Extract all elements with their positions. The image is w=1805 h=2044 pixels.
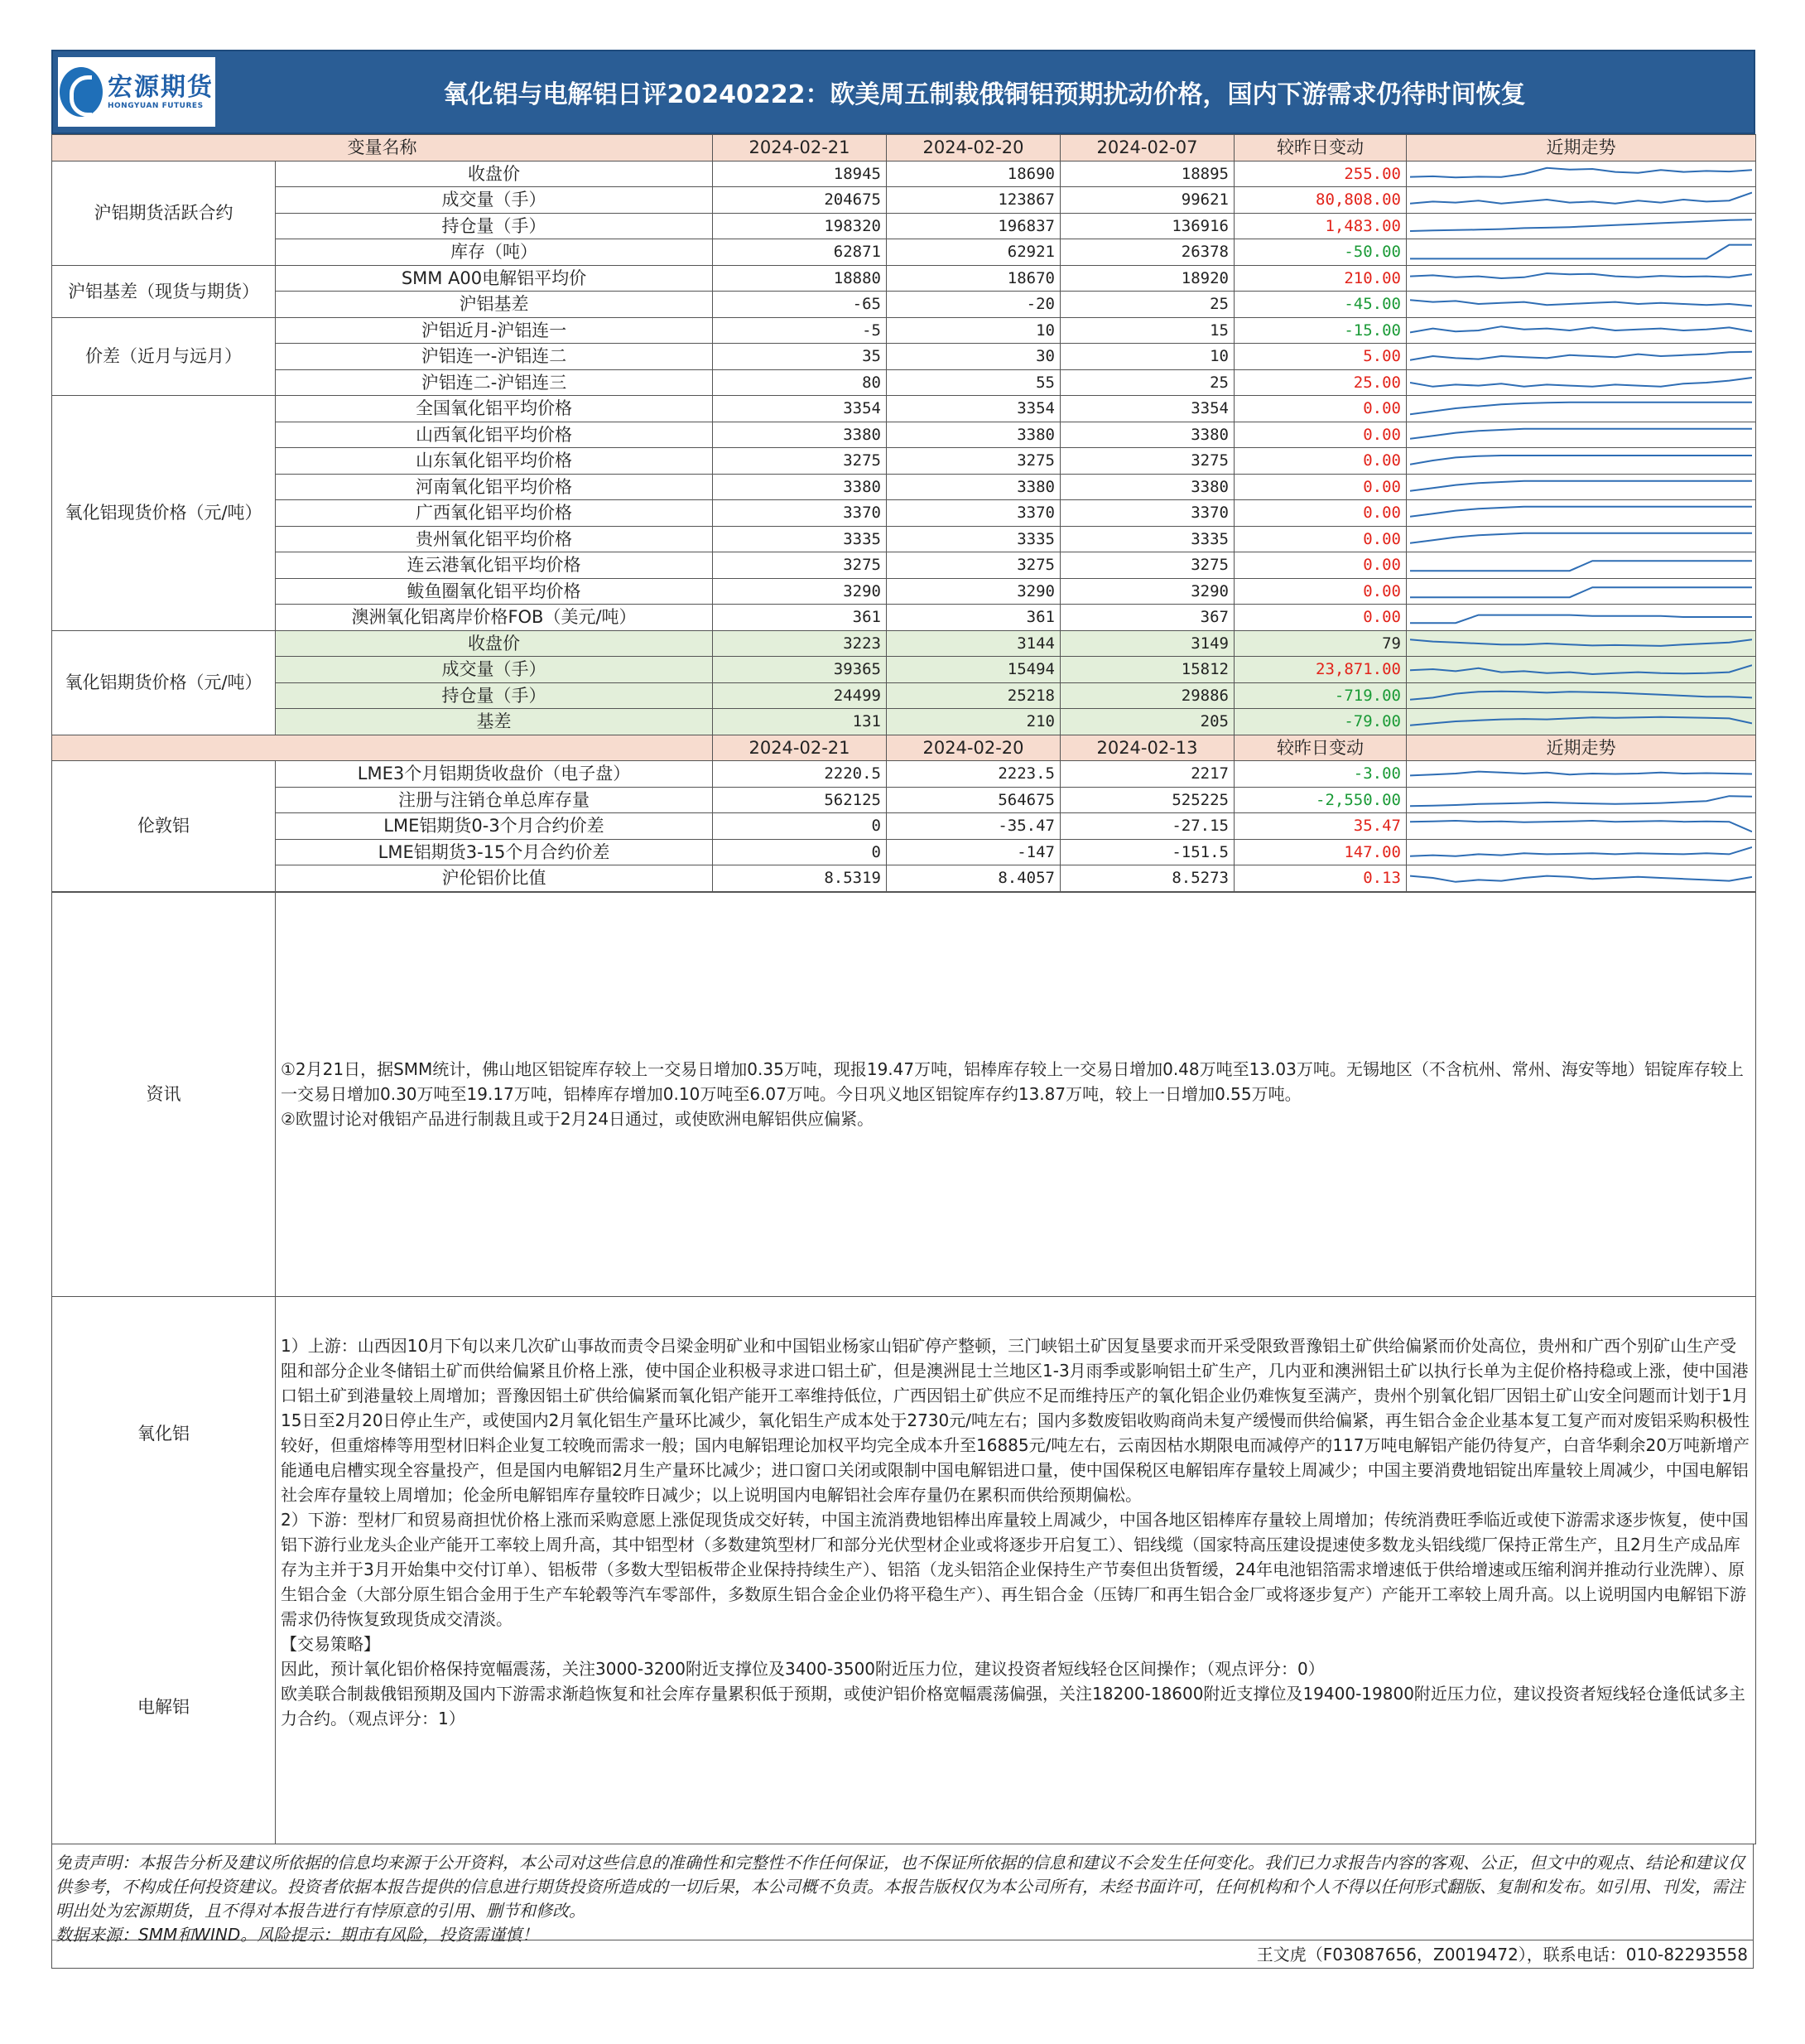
header-variable: 变量名称: [52, 135, 713, 161]
value-date-2: 10: [887, 317, 1061, 344]
value-date-1: 3370: [713, 500, 887, 527]
logo-text-en: HONGYUAN FUTURES: [108, 102, 204, 110]
value-date-2: 2223.5: [887, 761, 1061, 788]
value-date-3: 25: [1061, 369, 1235, 396]
table-row: [52, 865, 1756, 892]
change-value: -3.00: [1235, 761, 1407, 788]
change-value: 23,871.00: [1235, 657, 1407, 683]
value-date-2: 3370: [887, 500, 1061, 527]
trend-sparkline: [1407, 552, 1756, 579]
trend-sparkline: [1407, 213, 1756, 239]
news-label: 资讯: [52, 892, 276, 1296]
trend-sparkline: [1407, 657, 1756, 683]
header-trend: 近期走势: [1407, 735, 1756, 761]
table-row: [52, 292, 1756, 318]
trend-sparkline: [1407, 448, 1756, 475]
header-trend: 近期走势: [1407, 135, 1756, 161]
value-date-2: 15494: [887, 657, 1061, 683]
value-date-1: 562125: [713, 787, 887, 813]
category-label: 沪铝期货活跃合约: [52, 161, 276, 265]
value-date-3: 10: [1061, 344, 1235, 370]
table-row: [52, 709, 1756, 735]
trend-sparkline: [1407, 500, 1756, 527]
value-date-2: 3275: [887, 552, 1061, 579]
value-date-2: 123867: [887, 187, 1061, 214]
change-value: 255.00: [1235, 161, 1407, 187]
change-value: -79.00: [1235, 709, 1407, 735]
value-date-1: -5: [713, 317, 887, 344]
change-value: 0.00: [1235, 500, 1407, 527]
logo-text-cn: 宏源期货: [108, 73, 214, 102]
table-row: [52, 265, 1756, 292]
change-value: -719.00: [1235, 682, 1407, 709]
value-date-1: 35: [713, 344, 887, 370]
change-value: -50.00: [1235, 239, 1407, 266]
value-date-2: 361: [887, 605, 1061, 631]
upstream-paragraph: 1）上游：山西因10月下旬以来几次矿山事故而责令吕梁金明矿业和中国铝业杨家山铝矿停产整顿，三门峡铝土矿因复垦要求而开采受限致晋豫铝土矿供给偏紧而价处高位，贵州和广西个别矿山生产受阻和部分企业冬储铝土矿而供给偏紧且价格上涨，使中国企业积极寻求进口铝土矿，但是澳洲昆士兰地区1-3月雨季或影响铝土矿生产，几内亚和澳洲铝土矿以执行长单为主促价格持稳或上涨，使中国港口铝土矿到港量较上周增加；晋豫因铝土矿供给偏紧而氧化铝产能开工率维持低位，广西因铝土矿供应不足而维持压产的氧化铝企业仍难恢复至满产，贵州个别氧化铝厂因铝土矿山安全问题而计划于1月15日至2月20日停止生产，或使国内2月氧化铝生产量环比减少，氧化铝生产成本处于2730元/吨左右；国内多数废铝收购商尚未复产缓慢而供给偏紧，再生铝合金企业基本复工复产而对废铝采购积极性较好，但重熔棒等用型材旧料企业复工较晚而需求一般；国内电解铝理论加权平均完全成本升至16885元/吨左右，云南因枯水期限电而减停产的117万吨电解铝产能仍待复产，白音华剩余20万吨新增产能通电启槽实现全容量投产，但是国内电解铝2月生产量环比减少；进口窗口关闭或限制中国电解铝进口量，使中国保税区电解铝库存量较上周减少；中国主要消费地铝锭出库量较上周减少，中国电解铝社会库存量较上周增加；伦金所电解铝库存量较昨日减少；以上说明国内电解铝社会库存量仍在累积而供给预期偏松。: [281, 1335, 1750, 1505]
value-date-3: 2217: [1061, 761, 1235, 788]
value-date-1: 3223: [713, 630, 887, 657]
trend-sparkline: [1407, 344, 1756, 370]
value-date-1: 18945: [713, 161, 887, 187]
value-date-3: 525225: [1061, 787, 1235, 813]
trend-sparkline: [1407, 630, 1756, 657]
variable-name: 基差: [276, 709, 713, 735]
trend-sparkline: [1407, 161, 1756, 187]
variable-name: LME铝期货3-15个月合约价差: [276, 839, 713, 865]
value-date-2: 3275: [887, 448, 1061, 475]
news-content: [276, 892, 1756, 1296]
change-value: 35.47: [1235, 813, 1407, 840]
value-date-3: -27.15: [1061, 813, 1235, 840]
variable-name: 持仓量（手）: [276, 682, 713, 709]
data-table: [51, 134, 1756, 892]
trend-sparkline: [1407, 474, 1756, 500]
category-label: 沪铝基差（现货与期货）: [52, 265, 276, 317]
value-date-1: -65: [713, 292, 887, 318]
report-title: 氧化铝与电解铝日评20240222：欧美周五制裁俄铜铝预期扰动价格，国内下游需求仍待时间恢复: [443, 80, 1526, 109]
table-row: [52, 187, 1756, 214]
value-date-3: 3354: [1061, 396, 1235, 422]
trend-sparkline: [1407, 265, 1756, 292]
value-date-3: 26378: [1061, 239, 1235, 266]
change-value: 80,808.00: [1235, 187, 1407, 214]
value-date-1: 2220.5: [713, 761, 887, 788]
value-date-3: 3275: [1061, 552, 1235, 579]
table-row: [52, 578, 1756, 605]
value-date-2: -147: [887, 839, 1061, 865]
variable-name: LME3个月铝期货收盘价（电子盘）: [276, 761, 713, 788]
value-date-2: 8.4057: [887, 865, 1061, 892]
table-row: [52, 605, 1756, 631]
value-date-3: 25: [1061, 292, 1235, 318]
table-row: [52, 448, 1756, 475]
change-value: 0.00: [1235, 448, 1407, 475]
value-date-2: -35.47: [887, 813, 1061, 840]
variable-name: 收盘价: [276, 630, 713, 657]
value-date-2: 3335: [887, 526, 1061, 552]
variable-name: 鲅鱼圈氧化铝平均价格: [276, 578, 713, 605]
change-value: 5.00: [1235, 344, 1407, 370]
table-row: [52, 657, 1756, 683]
change-value: 79: [1235, 630, 1407, 657]
value-date-3: 29886: [1061, 682, 1235, 709]
variable-name: 成交量（手）: [276, 657, 713, 683]
table-row: [52, 369, 1756, 396]
trend-sparkline: [1407, 526, 1756, 552]
strategy-electrolytic: 欧美联合制裁俄铝预期及国内下游需求渐趋恢复和社会库存量累积低于预期，或使沪铝价格宽幅震荡偏强，关注18200-18600附近支撑位及19400-19800附近压力位，建议投资者短线轻仓逢低试多主力合约。（观点评分：1）: [281, 1683, 1745, 1728]
value-date-2: 196837: [887, 213, 1061, 239]
value-date-1: 18880: [713, 265, 887, 292]
variable-name: 山东氧化铝平均价格: [276, 448, 713, 475]
variable-name: 连云港氧化铝平均价格: [276, 552, 713, 579]
value-date-2: 62921: [887, 239, 1061, 266]
change-value: 0.00: [1235, 552, 1407, 579]
value-date-1: 131: [713, 709, 887, 735]
trend-sparkline: [1407, 709, 1756, 735]
table-row: [52, 761, 1756, 788]
variable-name: 贵州氧化铝平均价格: [276, 526, 713, 552]
header-date-1: 2024-02-21: [713, 735, 887, 761]
value-date-1: 3354: [713, 396, 887, 422]
variable-name: 注册与注销仓单总库存量: [276, 787, 713, 813]
variable-name: 山西氧化铝平均价格: [276, 422, 713, 448]
news-paragraph-1: ①2月21日，据SMM统计，佛山地区铝锭库存较上一交易日增加0.35万吨，现报19.47万吨，铝棒库存较上一交易日增加0.48万吨至13.03万吨。无锡地区（不含杭州、常州、海安等地）铝锭库存较上一交易日增加0.30万吨至19.17万吨，铝棒库存增加0.10万吨至6.07万吨。今日巩义地区铝锭库存约13.87万吨，较上一日增加0.55万吨。: [281, 1059, 1744, 1104]
change-value: 0.00: [1235, 474, 1407, 500]
table-row: [52, 500, 1756, 527]
value-date-2: 3380: [887, 422, 1061, 448]
trend-sparkline: [1407, 292, 1756, 318]
header-date-2: 2024-02-20: [887, 735, 1061, 761]
trend-sparkline: [1407, 761, 1756, 788]
change-value: 210.00: [1235, 265, 1407, 292]
logo-mark-icon: [60, 67, 103, 117]
variable-name: 沪铝近月-沪铝连一: [276, 317, 713, 344]
value-date-1: 3335: [713, 526, 887, 552]
value-date-1: 3380: [713, 422, 887, 448]
change-value: 0.00: [1235, 396, 1407, 422]
trend-sparkline: [1407, 317, 1756, 344]
header-blank: [52, 735, 713, 761]
table-row: [52, 213, 1756, 239]
header-date-1: 2024-02-21: [713, 135, 887, 161]
value-date-3: 3149: [1061, 630, 1235, 657]
trend-sparkline: [1407, 787, 1756, 813]
value-date-1: 3380: [713, 474, 887, 500]
value-date-1: 204675: [713, 187, 887, 214]
variable-name: 持仓量（手）: [276, 213, 713, 239]
disclaimer-text: 免责声明：本报告分析及建议所依据的信息均来源于公开资料，本公司对这些信息的准确性和完整性不作任何保证，也不保证所依据的信息和建议不会发生任何变化。我们已力求报告内容的客观、公正，但文中的观点、结论和建议仅供参考，不构成任何投资建议。投资者依据本报告提供的信息进行期货投资所造成的一切后果，本公司概不负责。本报告版权仅为本公司所有，未经书面许可，任何机构和个人不得以任何形式翻版、复制和发布。如引用、刊发，需注明出处为宏源期货，且不得对本报告进行有悖原意的引用、删节和修改。: [55, 1852, 1745, 1921]
change-value: -2,550.00: [1235, 787, 1407, 813]
variable-name: 收盘价: [276, 161, 713, 187]
variable-name: 成交量（手）: [276, 187, 713, 214]
value-date-2: 3144: [887, 630, 1061, 657]
value-date-2: 25218: [887, 682, 1061, 709]
value-date-3: 3370: [1061, 500, 1235, 527]
value-date-3: -151.5: [1061, 839, 1235, 865]
value-date-2: 3380: [887, 474, 1061, 500]
value-date-3: 3380: [1061, 474, 1235, 500]
value-date-2: 18690: [887, 161, 1061, 187]
value-date-3: 136916: [1061, 213, 1235, 239]
category-label: 价差（近月与远月）: [52, 317, 276, 396]
table-row: [52, 682, 1756, 709]
value-date-3: 3290: [1061, 578, 1235, 605]
table-row: [52, 396, 1756, 422]
value-date-3: 205: [1061, 709, 1235, 735]
table-row: [52, 161, 1756, 187]
change-value: 0.00: [1235, 605, 1407, 631]
table-row: [52, 344, 1756, 370]
trend-sparkline: [1407, 605, 1756, 631]
category-label: 氧化铝现货价格（元/吨）: [52, 396, 276, 631]
trend-sparkline: [1407, 239, 1756, 266]
report-header: [51, 50, 1755, 134]
table-row: [52, 526, 1756, 552]
variable-name: 沪铝基差: [276, 292, 713, 318]
header-row-lme: [52, 735, 1756, 761]
change-value: 0.00: [1235, 422, 1407, 448]
variable-name: 库存（吨）: [276, 239, 713, 266]
value-date-2: 55: [887, 369, 1061, 396]
trend-sparkline: [1407, 682, 1756, 709]
change-value: -45.00: [1235, 292, 1407, 318]
change-value: 0.00: [1235, 526, 1407, 552]
header-row: [52, 135, 1756, 161]
report-page: [51, 50, 1755, 1969]
strategy-title: 【交易策略】: [281, 1633, 380, 1654]
category-label: 伦敦铝: [52, 761, 276, 892]
company-logo: [58, 57, 215, 127]
value-date-1: 62871: [713, 239, 887, 266]
value-date-2: 30: [887, 344, 1061, 370]
table-row: [52, 839, 1756, 865]
value-date-2: 18670: [887, 265, 1061, 292]
value-date-1: 0: [713, 813, 887, 840]
table-row: [52, 422, 1756, 448]
change-value: 1,483.00: [1235, 213, 1407, 239]
value-date-3: 3335: [1061, 526, 1235, 552]
header-date-3: 2024-02-13: [1061, 735, 1235, 761]
value-date-1: 39365: [713, 657, 887, 683]
trend-sparkline: [1407, 187, 1756, 214]
value-date-3: 18920: [1061, 265, 1235, 292]
trend-sparkline: [1407, 369, 1756, 396]
data-source-text: 数据来源：SMM和WIND。风险提示：期市有风险，投资需谨慎！: [55, 1924, 539, 1945]
value-date-1: 80: [713, 369, 887, 396]
trend-sparkline: [1407, 813, 1756, 840]
change-value: 25.00: [1235, 369, 1407, 396]
header-date-3: 2024-02-07: [1061, 135, 1235, 161]
variable-name: SMM A00电解铝平均价: [276, 265, 713, 292]
value-date-2: 3290: [887, 578, 1061, 605]
header-date-2: 2024-02-20: [887, 135, 1061, 161]
disclaimer: [51, 1844, 1754, 1945]
table-row: [52, 239, 1756, 266]
value-date-3: 3275: [1061, 448, 1235, 475]
value-date-1: 3275: [713, 552, 887, 579]
downstream-paragraph: 2）下游：型材厂和贸易商担忧价格上涨而采购意愿上涨促现货成交好转，中国主流消费地铝棒出库量较上周减少，中国各地区铝棒库存量较上周增加；传统消费旺季临近或使下游需求逐步恢复，使中国铝下游行业龙头企业产能开工率较上周升高，其中铝型材（多数建筑型材厂和部分光伏型材企业或将逐步开启复工）、铝线缆（国家特高压建设提速使多数龙头铝线缆厂保持正常生产，且2月生产成品库存为主并于3月开始集中交付订单）、铝板带（多数大型铝板带企业保持持续生产）、铝箔（龙头铝箔企业保持生产节奏但出货暂缓，24年电池铝箔需求增速低于供给增速或压缩利润并推动行业洗牌）、原生铝合金（大部分原生铝合金用于生产车轮毂等汽车零部件，多数原生铝合金企业仍将平稳生产）、再生铝合金（压铸厂和再生铝合金厂或将逐步复产）产能开工率较上周升高。以上说明国内电解铝下游需求仍待恢复致现货成交清淡。: [281, 1509, 1749, 1629]
header-change: 较昨日变动: [1235, 135, 1407, 161]
author-footer: 王文虎（F03087656，Z0019472），联系电话：010-82293558: [51, 1940, 1754, 1969]
variable-name: 全国氧化铝平均价格: [276, 396, 713, 422]
electrolytic-label: 电解铝: [52, 1570, 276, 1844]
value-date-3: 15812: [1061, 657, 1235, 683]
variable-name: 广西氧化铝平均价格: [276, 500, 713, 527]
table-row: [52, 474, 1756, 500]
category-label: 氧化铝期货价格（元/吨）: [52, 630, 276, 735]
variable-name: 沪伦铝价比值: [276, 865, 713, 892]
value-date-1: 8.5319: [713, 865, 887, 892]
commentary-table: [51, 892, 1756, 1844]
trend-sparkline: [1407, 422, 1756, 448]
value-date-3: 99621: [1061, 187, 1235, 214]
trend-sparkline: [1407, 396, 1756, 422]
value-date-3: 15: [1061, 317, 1235, 344]
value-date-3: 8.5273: [1061, 865, 1235, 892]
change-value: 0.13: [1235, 865, 1407, 892]
trend-sparkline: [1407, 578, 1756, 605]
variable-name: 沪铝连二-沪铝连三: [276, 369, 713, 396]
value-date-1: 24499: [713, 682, 887, 709]
strategy-alumina: 因此，预计氧化铝价格保持宽幅震荡，关注3000-3200附近支撑位及3400-3500附近压力位，建议投资者短线轻仓区间操作；（观点评分：0）: [281, 1658, 1325, 1679]
value-date-1: 3290: [713, 578, 887, 605]
trend-sparkline: [1407, 839, 1756, 865]
value-date-1: 3275: [713, 448, 887, 475]
value-date-3: 18895: [1061, 161, 1235, 187]
trend-sparkline: [1407, 865, 1756, 892]
change-value: -15.00: [1235, 317, 1407, 344]
table-row: [52, 813, 1756, 840]
header-change: 较昨日变动: [1235, 735, 1407, 761]
table-row: [52, 630, 1756, 657]
news-paragraph-2: ②欧盟讨论对俄铝产品进行制裁且或于2月24日通过，或使欧洲电解铝供应偏紧。: [281, 1109, 874, 1129]
value-date-2: -20: [887, 292, 1061, 318]
variable-name: 澳洲氧化铝离岸价格FOB（美元/吨）: [276, 605, 713, 631]
change-value: 147.00: [1235, 839, 1407, 865]
value-date-2: 210: [887, 709, 1061, 735]
value-date-1: 361: [713, 605, 887, 631]
table-row: [52, 317, 1756, 344]
analysis-content: [276, 1296, 1756, 1844]
value-date-3: 3380: [1061, 422, 1235, 448]
variable-name: 沪铝连一-沪铝连二: [276, 344, 713, 370]
value-date-1: 0: [713, 839, 887, 865]
value-date-2: 3354: [887, 396, 1061, 422]
value-date-3: 367: [1061, 605, 1235, 631]
value-date-1: 198320: [713, 213, 887, 239]
variable-name: LME铝期货0-3个月合约价差: [276, 813, 713, 840]
table-row: [52, 552, 1756, 579]
table-row: [52, 787, 1756, 813]
variable-name: 河南氧化铝平均价格: [276, 474, 713, 500]
change-value: 0.00: [1235, 578, 1407, 605]
alumina-label: 氧化铝: [52, 1296, 276, 1570]
value-date-2: 564675: [887, 787, 1061, 813]
